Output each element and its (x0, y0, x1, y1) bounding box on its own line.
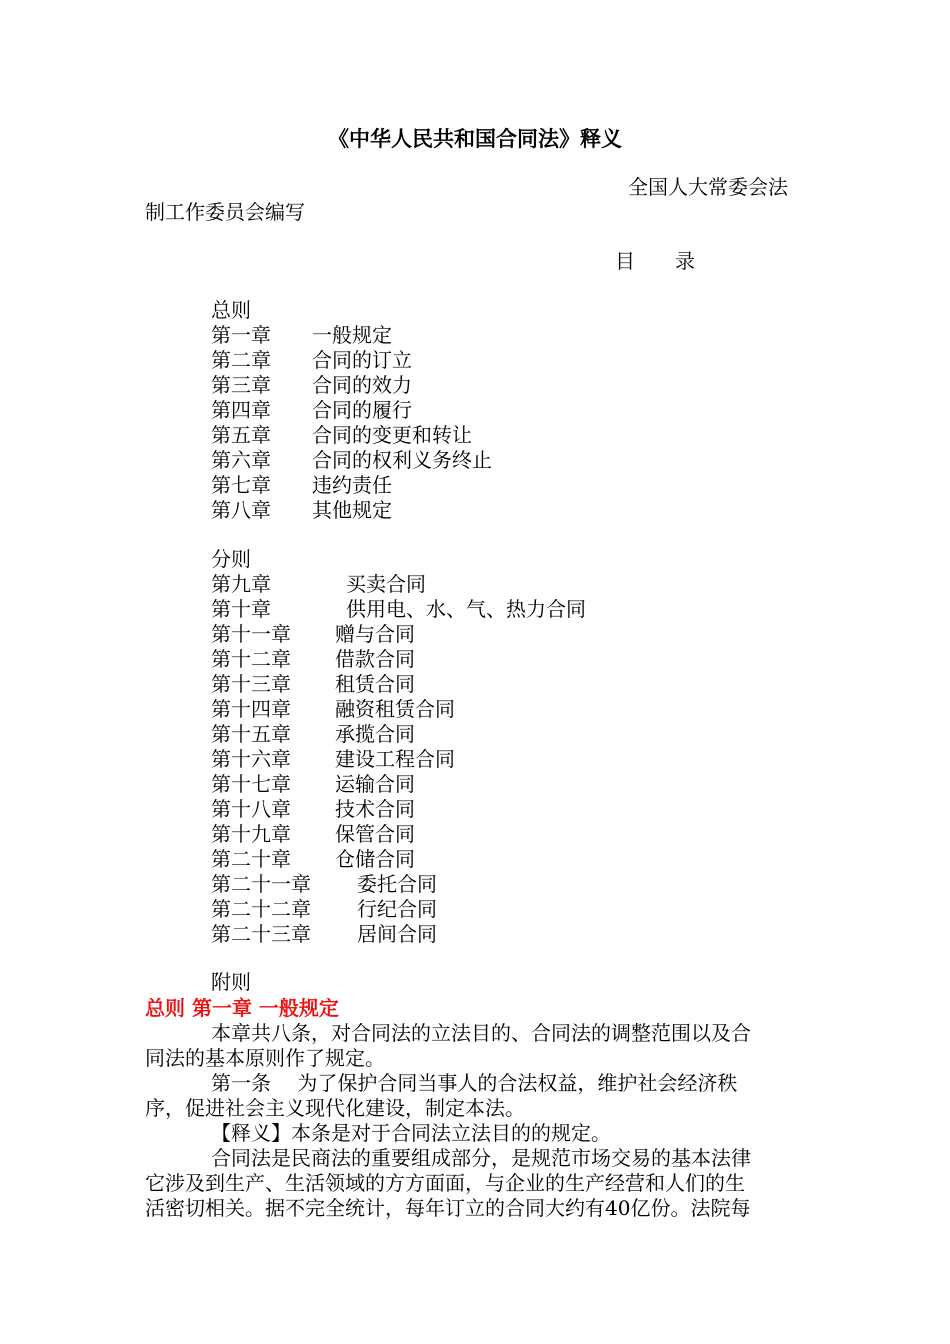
toc-chapter-title: 合同的变更和转让 (312, 423, 472, 447)
toc-chapter-title: 租赁合同 (335, 672, 415, 696)
toc-chapter-number: 第五章 (211, 423, 271, 447)
toc-chapter-title: 合同的履行 (312, 398, 412, 422)
toc-chapter-number: 第十四章 (211, 697, 291, 721)
body-line: 第一条 为了保护合同当事人的合法权益，维护社会经济秩 (211, 1071, 738, 1095)
toc-chapter-title: 融资租赁合同 (335, 697, 455, 721)
toc-heading: 目 录 (615, 249, 695, 273)
toc-chapter-title: 买卖合同 (346, 572, 426, 596)
toc-chapter-title: 合同的权利义务终止 (312, 448, 492, 472)
toc-chapter-number: 第十三章 (211, 672, 291, 696)
author-line-1: 全国人大常委会法 (628, 175, 788, 199)
toc-chapter-title: 保管合同 (335, 822, 415, 846)
body-line: 活密切相关。据不完全统计，每年订立的合同大约有40亿份。法院每 (145, 1196, 751, 1220)
toc-chapter-title: 行纪合同 (357, 897, 437, 921)
toc-chapter-title: 建设工程合同 (335, 747, 455, 771)
toc-chapter-title: 供用电、水、气、热力合同 (346, 597, 586, 621)
body-line: 合同法是民商法的重要组成部分，是规范市场交易的基本法律 (211, 1146, 751, 1170)
toc-specific-heading: 分则 (211, 547, 251, 571)
toc-supplementary-heading: 附则 (211, 970, 251, 994)
body-line: 【释义】本条是对于合同法立法目的的规定。 (211, 1121, 611, 1145)
toc-chapter-number: 第七章 (211, 473, 271, 497)
section-heading: 总则 第一章 一般规定 (145, 996, 339, 1020)
toc-chapter-number: 第十六章 (211, 747, 291, 771)
toc-chapter-title: 借款合同 (335, 647, 415, 671)
toc-chapter-title: 一般规定 (312, 323, 392, 347)
toc-chapter-title: 赠与合同 (335, 622, 415, 646)
toc-chapter-number: 第十五章 (211, 722, 291, 746)
toc-chapter-number: 第十八章 (211, 797, 291, 821)
toc-chapter-number: 第六章 (211, 448, 271, 472)
body-line: 它涉及到生产、生活领域的方方面面，与企业的生产经营和人们的生 (145, 1171, 745, 1195)
body-line: 同法的基本原则作了规定。 (145, 1046, 385, 1070)
toc-chapter-title: 技术合同 (335, 797, 415, 821)
toc-chapter-number: 第十一章 (211, 622, 291, 646)
toc-chapter-number: 第八章 (211, 498, 271, 522)
toc-chapter-number: 第一章 (211, 323, 271, 347)
toc-chapter-title: 违约责任 (312, 473, 392, 497)
document-title: 《中华人民共和国合同法》释义 (328, 127, 622, 151)
toc-chapter-number: 第十七章 (211, 772, 291, 796)
toc-chapter-title: 其他规定 (312, 498, 392, 522)
toc-chapter-number: 第二十二章 (211, 897, 311, 921)
toc-general-heading: 总则 (211, 298, 251, 322)
toc-chapter-number: 第十九章 (211, 822, 291, 846)
author-line-2: 制工作委员会编写 (145, 200, 305, 224)
toc-chapter-title: 合同的效力 (312, 373, 412, 397)
toc-chapter-number: 第十章 (211, 597, 271, 621)
toc-chapter-number: 第二十章 (211, 847, 291, 871)
body-line: 本章共八条，对合同法的立法目的、合同法的调整范围以及合 (211, 1021, 751, 1045)
toc-chapter-number: 第九章 (211, 572, 271, 596)
toc-chapter-title: 委托合同 (357, 872, 437, 896)
toc-chapter-title: 仓储合同 (335, 847, 415, 871)
toc-chapter-title: 运输合同 (335, 772, 415, 796)
body-line: 序，促进社会主义现代化建设，制定本法。 (145, 1096, 525, 1120)
toc-chapter-title: 合同的订立 (312, 348, 412, 372)
toc-chapter-number: 第二章 (211, 348, 271, 372)
toc-chapter-title: 承揽合同 (335, 722, 415, 746)
toc-chapter-title: 居间合同 (357, 922, 437, 946)
toc-chapter-number: 第三章 (211, 373, 271, 397)
toc-chapter-number: 第十二章 (211, 647, 291, 671)
toc-chapter-number: 第四章 (211, 398, 271, 422)
toc-chapter-number: 第二十三章 (211, 922, 311, 946)
toc-chapter-number: 第二十一章 (211, 872, 311, 896)
